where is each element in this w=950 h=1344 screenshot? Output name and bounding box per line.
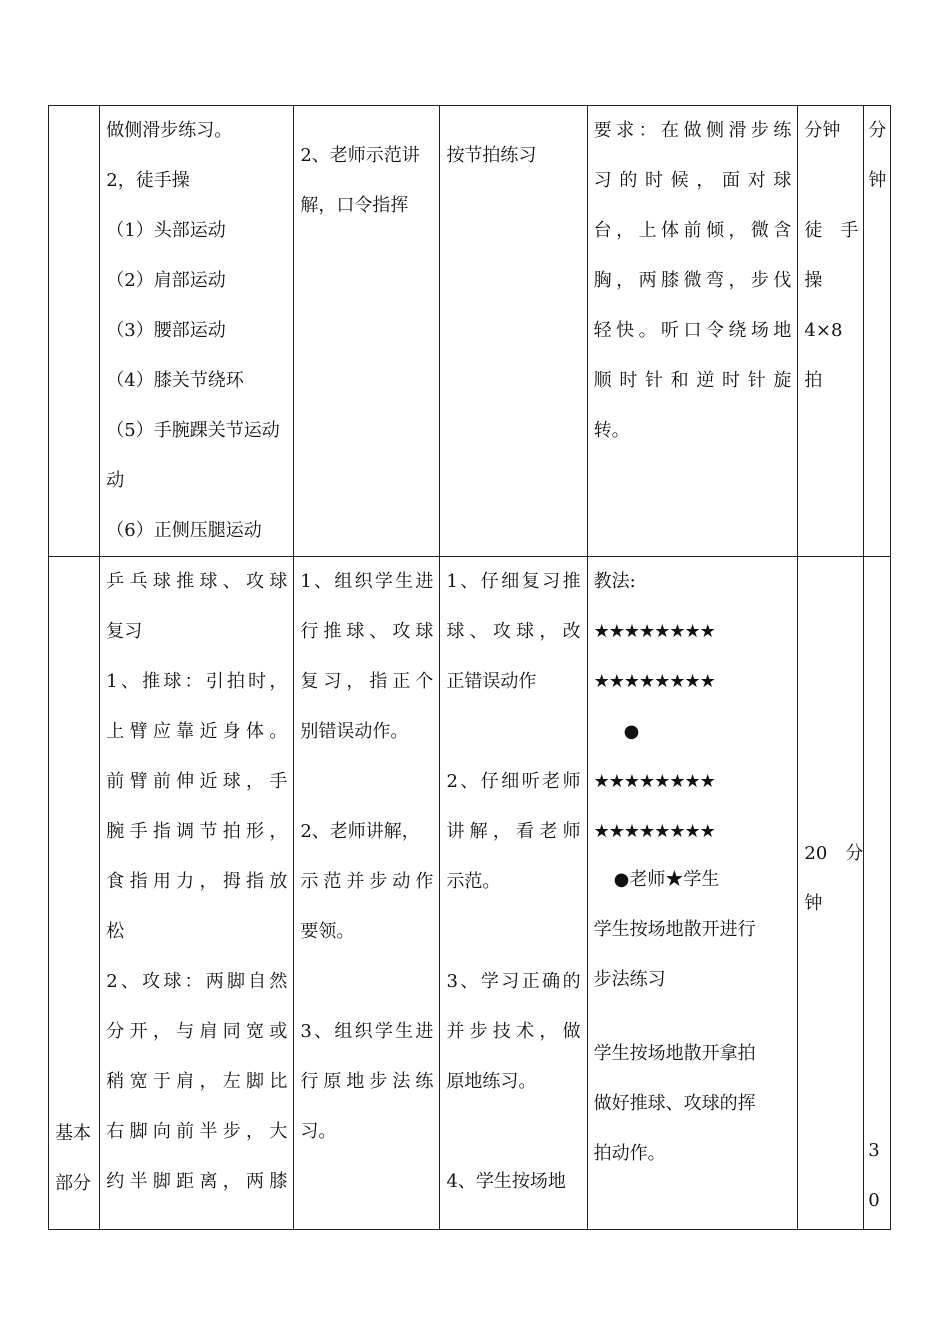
teacher-line: 别错误动作。 bbox=[300, 721, 409, 742]
content-cell bbox=[100, 557, 294, 1230]
teacher-position-dot: ● bbox=[623, 721, 640, 742]
time-line: 20 分 bbox=[804, 843, 864, 864]
content-line: （5）手腕踝关节运动 bbox=[106, 420, 280, 441]
organization-line: 台，上体前倾，微含 bbox=[593, 220, 792, 241]
student-formation-row: ★★★★★★★★ bbox=[593, 671, 715, 692]
teacher-line: 2、老师示范讲 bbox=[300, 145, 420, 166]
time-line: 徒 手 bbox=[804, 220, 859, 241]
student-line: 1、仔细复习推 bbox=[446, 571, 581, 592]
student-line: 4、学生按场地 bbox=[446, 1171, 566, 1192]
student-line: 讲解，看老师 bbox=[446, 821, 581, 842]
content-line: 食指用力，拇指放 bbox=[106, 871, 288, 892]
content-line: 稍宽于肩，左脚比 bbox=[106, 1071, 288, 1092]
time-line: 操 bbox=[804, 270, 823, 291]
teacher-line: 解，口令指挥 bbox=[300, 195, 409, 216]
lesson-plan-table bbox=[48, 105, 891, 1230]
content-line: 乒乓球推球、攻球 bbox=[106, 571, 288, 592]
content-line: 2、攻球：两脚自然 bbox=[106, 971, 288, 992]
organization-line: 习的时候，面对球 bbox=[593, 170, 792, 191]
content-line: （4）膝关节绕环 bbox=[106, 370, 244, 391]
content-cell bbox=[100, 106, 294, 557]
content-line: 右脚向前半步，大 bbox=[106, 1121, 288, 1142]
student-line: 按节拍练习 bbox=[446, 145, 537, 166]
student-line: 正错误动作 bbox=[446, 671, 537, 692]
time-cell bbox=[798, 557, 864, 1230]
student-line: 示范。 bbox=[446, 871, 501, 892]
organization-note-line: 学生按场地散开进行 bbox=[593, 919, 756, 940]
time-spacer bbox=[804, 156, 857, 206]
duration-line: 0 bbox=[868, 1190, 880, 1211]
student-formation-row: ★★★★★★★★ bbox=[593, 821, 715, 842]
content-line: 2，徒手操 bbox=[106, 170, 190, 191]
organization-note-line: 拍动作。 bbox=[593, 1143, 666, 1164]
section-label: 基本 bbox=[55, 1123, 91, 1144]
section-label: 部分 bbox=[55, 1173, 91, 1194]
duration-line: 钟 bbox=[868, 170, 887, 191]
content-line: 上臂应靠近身体。 bbox=[106, 721, 288, 742]
teacher-activity-cell bbox=[294, 557, 440, 1230]
content-line: （1）头部运动 bbox=[106, 220, 226, 241]
time-line: 分钟 bbox=[804, 120, 841, 141]
time-line: 4×8 bbox=[804, 320, 843, 341]
organization-spacer bbox=[594, 1005, 792, 1029]
table-row-warmup bbox=[49, 106, 891, 557]
student-line: 2、仔细听老师 bbox=[446, 771, 581, 792]
content-line: 约半脚距离，两膝 bbox=[106, 1171, 288, 1192]
teacher-line: 1、组织学生进 bbox=[300, 571, 434, 592]
organization-line: 转。 bbox=[593, 420, 630, 441]
formation-legend: ●老师★学生 bbox=[613, 869, 720, 890]
content-line: 1、推球：引拍时， bbox=[106, 671, 288, 692]
duration-cell bbox=[864, 106, 891, 557]
organization-line: 轻快。听口令绕场地 bbox=[593, 320, 792, 341]
time-cell bbox=[798, 106, 864, 557]
content-line: （2）肩部运动 bbox=[106, 270, 226, 291]
content-line: 分开，与肩同宽或 bbox=[106, 1021, 288, 1042]
section-cell-empty bbox=[49, 106, 100, 557]
student-formation-row: ★★★★★★★★ bbox=[593, 771, 715, 792]
organization-line: 胸，两膝微弯，步伐 bbox=[593, 270, 792, 291]
content-line: （3）腰部运动 bbox=[106, 320, 226, 341]
content-line: 动 bbox=[106, 470, 125, 491]
student-activity-cell bbox=[440, 106, 587, 557]
organization-cell bbox=[587, 106, 798, 557]
duration-line: 分 bbox=[868, 120, 887, 141]
content-line: 前臂前伸近球，手 bbox=[106, 771, 288, 792]
teacher-line: 行推球、攻球 bbox=[300, 621, 434, 642]
teacher-line: 要领。 bbox=[300, 921, 355, 942]
organization-note-line: 做好推球、攻球的挥 bbox=[593, 1093, 756, 1114]
student-spacer bbox=[446, 907, 580, 957]
teacher-line: 复习，指正个 bbox=[300, 671, 434, 692]
section-cell bbox=[49, 557, 100, 1230]
organization-note-line: 步法练习 bbox=[593, 969, 666, 990]
teacher-line: 示范并步动作 bbox=[300, 871, 434, 892]
duration-cell bbox=[864, 557, 891, 1230]
teacher-line: 3、组织学生进 bbox=[300, 1021, 434, 1042]
student-spacer bbox=[446, 707, 580, 757]
teacher-spacer bbox=[300, 757, 433, 807]
content-line: （6）正侧压腿运动 bbox=[106, 520, 262, 541]
student-line: 并步技术，做 bbox=[446, 1021, 581, 1042]
organization-cell bbox=[587, 557, 798, 1230]
time-line: 拍 bbox=[804, 370, 823, 391]
teacher-line: 习。 bbox=[300, 1121, 337, 1142]
duration-line: 3 bbox=[868, 1140, 880, 1161]
organization-line: 顺时针和逆时针旋 bbox=[593, 370, 792, 391]
student-activity-cell bbox=[440, 557, 587, 1230]
student-line: 3、学习正确的 bbox=[446, 971, 581, 992]
teacher-line: 2、老师讲解， bbox=[300, 821, 420, 842]
teacher-activity-cell bbox=[294, 106, 440, 557]
table-row-main bbox=[49, 557, 891, 1230]
student-line: 原地练习。 bbox=[446, 1071, 537, 1092]
content-line: 腕手指调节拍形， bbox=[106, 821, 288, 842]
teacher-line: 行原地步法练 bbox=[300, 1071, 434, 1092]
student-line: 球、攻球，改 bbox=[446, 621, 581, 642]
method-label: 教法: bbox=[593, 571, 636, 592]
time-line: 钟 bbox=[804, 893, 823, 914]
student-formation-row: ★★★★★★★★ bbox=[593, 621, 715, 642]
content-line: 做侧滑步练习。 bbox=[106, 120, 233, 141]
content-line: 复习 bbox=[106, 621, 143, 642]
student-spacer bbox=[446, 1107, 580, 1157]
content-line: 松 bbox=[106, 921, 125, 942]
teacher-spacer bbox=[300, 957, 433, 1007]
organization-note-line: 学生按场地散开拿拍 bbox=[593, 1043, 756, 1064]
organization-line: 要求：在做侧滑步练 bbox=[593, 120, 792, 141]
